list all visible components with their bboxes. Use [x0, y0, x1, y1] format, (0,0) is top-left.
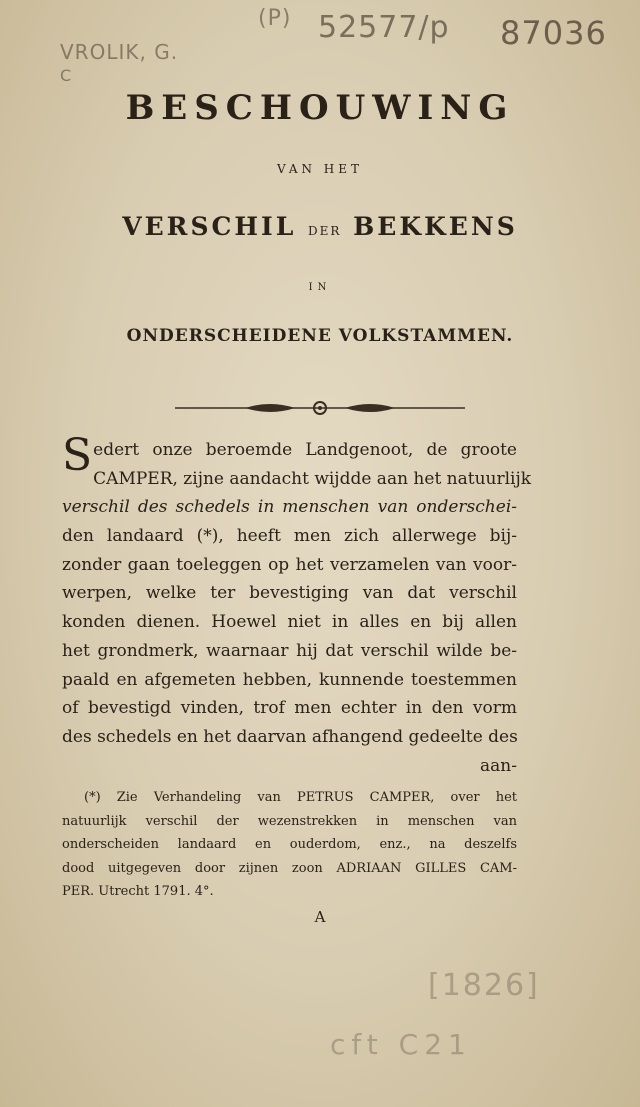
library-stamp-number: [1826] — [428, 968, 540, 1003]
body-line: het grondmerk, waarnaar hij dat verschil wilde be- — [62, 640, 517, 661]
handwritten-bottom-note: cft C21 — [330, 1028, 472, 1061]
handwritten-author-note: VROLIK, G. — [60, 40, 179, 64]
handwritten-number: 87036 — [500, 14, 607, 52]
catchword: aan- — [480, 755, 517, 776]
title-van-het: VAN HET — [276, 162, 364, 176]
footnote-line: PER. Utrecht 1791. 4°. — [62, 884, 214, 899]
title-verschil-word: VERSCHIL — [122, 212, 297, 241]
body-line: edert onze beroemde Landgenoot, de groote — [93, 440, 517, 460]
handwritten-shelfmark: 52577/p — [318, 10, 450, 45]
footnote — [62, 786, 517, 904]
body-line: des schedels en het daarvan afhangend gedeelte des — [62, 726, 518, 747]
title-verschil — [0, 212, 640, 241]
drop-cap: S — [62, 430, 93, 481]
body-line: zonder gaan toeleggen op het verzamelen van voor- — [62, 554, 517, 575]
body-line: konden dienen. Hoewel niet in alles en bij allen — [62, 612, 517, 633]
body-paragraph — [62, 430, 532, 780]
body-line: CAMPER, zijne aandacht wijdde aan het natuurlijk — [93, 468, 532, 489]
ornament-divider — [175, 398, 465, 418]
title-volkstammen: ONDERSCHEIDENE VOLKSTAMMEN. — [126, 326, 514, 346]
footnote-line: dood uitgegeven door zijnen zoon ADRIAAN GILLES CAM- — [62, 860, 517, 876]
signature-mark: A — [314, 908, 326, 926]
handwritten-note-p: (P) — [258, 6, 292, 31]
title-bekkens: BEKKENS — [353, 212, 518, 241]
body-line: werpen, welke ter bevestiging van dat verschil — [62, 583, 517, 604]
footnote-line: natuurlijk verschil der wezenstrekken in menschen van — [62, 813, 517, 829]
handwritten-note-c: C — [60, 66, 73, 85]
title-main: BESCHOUWING — [125, 88, 515, 128]
title-der: DER — [308, 224, 342, 238]
title-in: IN — [308, 282, 332, 293]
footnote-line: onderscheiden landaard en ouderdom, enz., na deszelfs — [62, 837, 517, 852]
body-line: verschil des schedels in menschen van onderschei- — [62, 497, 517, 518]
body-line: of bevestigd vinden, trof men echter in den vorm — [62, 698, 517, 719]
footnote-line: (*) Zie Verhandeling van PETRUS CAMPER, over het — [84, 790, 517, 805]
body-line: paald en afgemeten hebben, kunnende toestemmen — [62, 669, 517, 690]
body-line: den landaard (*), heeft men zich allerwege bij- — [62, 526, 517, 547]
